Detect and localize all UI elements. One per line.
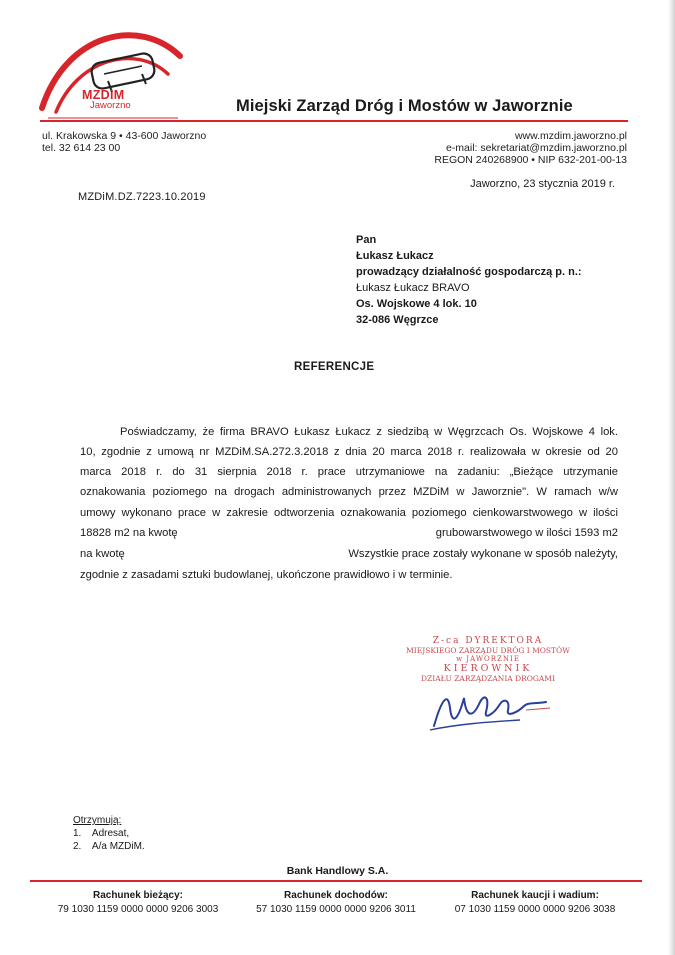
header-divider bbox=[40, 120, 628, 122]
addressee-street: Os. Wojskowe 4 lok. 10 bbox=[356, 298, 477, 310]
addressee-salutation: Pan bbox=[356, 234, 377, 246]
recipients-block bbox=[73, 814, 145, 853]
address-line: ul. Krakowska 9 • 43-600 Jaworzno bbox=[42, 130, 207, 142]
body-line: umowy wykonano prace w zakresie odtworzenia oznakowania poziomego cienkowarstwowego w ilości bbox=[80, 507, 618, 519]
stamp-line: Z-ca DYREKTORA bbox=[432, 636, 544, 646]
contact-left bbox=[42, 130, 206, 154]
signature-image bbox=[428, 686, 558, 736]
footer-divider bbox=[30, 880, 642, 882]
stamp-line: w JAWORZNIE bbox=[456, 655, 520, 663]
account-deposit bbox=[440, 889, 630, 917]
letter-date: Jaworzno, 23 stycznia 2019 r. bbox=[470, 178, 615, 190]
phone-line: tel. 32 614 23 00 bbox=[42, 142, 121, 154]
recipient-item: 2. A/a MZDiM. bbox=[73, 841, 145, 852]
organization-name: Miejski Zarząd Dróg i Mostów w Jaworznie bbox=[236, 97, 573, 115]
body-line: grubowarstwowego w ilości 1593 m2 bbox=[435, 527, 618, 539]
stamp-line: DZIAŁU ZARZĄDZANIA DROGAMI bbox=[421, 674, 555, 683]
addressee-business: prowadzący działalność gospodarczą p. n.: bbox=[356, 266, 582, 278]
addressee-block bbox=[356, 232, 582, 328]
body-line: Poświadczamy, że firma BRAVO Łukasz Łukacz z siedzibą w Węgrzcach Os. Wojskowe 4 lok. bbox=[120, 426, 618, 438]
body-line: Wszystkie prace zostały wykonane w sposób należyty, bbox=[348, 548, 618, 560]
account-current bbox=[48, 889, 228, 917]
scan-edge bbox=[668, 0, 675, 955]
account-label: Rachunek dochodów: bbox=[284, 890, 388, 901]
reference-number: MZDiM.DZ.7223.10.2019 bbox=[78, 191, 206, 203]
body-line: 18828 m2 na kwotę bbox=[80, 527, 178, 539]
recipients-heading: Otrzymują: bbox=[73, 815, 122, 826]
account-number: 57 1030 1159 0000 0000 9206 3011 bbox=[256, 904, 416, 915]
addressee-name: Łukasz Łukacz bbox=[356, 250, 434, 262]
body-line: 10, zgodnie z umową nr MZDiM.SA.272.3.2018 z dnia 20 marca 2018 r. realizowała w okresie od 20 bbox=[80, 446, 618, 458]
body-line: zgodnie z zasadami sztuki budowlanej, ukończone prawidłowo i w terminie. bbox=[80, 569, 453, 581]
contact-right bbox=[434, 130, 627, 166]
stamp-line: KIEROWNIK bbox=[443, 663, 533, 674]
email-line: e-mail: sekretariat@mzdim.jaworzno.pl bbox=[445, 142, 627, 154]
recipient-item: 1. Adresat, bbox=[73, 828, 130, 839]
account-number: 07 1030 1159 0000 0000 9206 3038 bbox=[454, 904, 616, 915]
stamp-line: MIEJSKIEGO ZARZĄDU DRÓG I MOSTÓW bbox=[406, 646, 570, 655]
body-line: na kwotę bbox=[80, 548, 125, 560]
bank-name: Bank Handlowy S.A. bbox=[286, 865, 389, 877]
account-label: Rachunek kaucji i wadium: bbox=[471, 890, 599, 901]
account-label: Rachunek bieżący: bbox=[92, 890, 184, 901]
addressee-company: Łukasz Łukacz BRAVO bbox=[356, 282, 470, 294]
body-line: oznakowania poziomego na drogach administrowanych przez MZDiM w Jaworznie". W ramach w/w bbox=[80, 486, 618, 498]
addressee-city: 32-086 Węgrzce bbox=[356, 314, 439, 326]
regon-nip-line: REGON 240268900 • NIP 632-201-00-13 bbox=[434, 154, 627, 166]
official-stamp bbox=[398, 636, 578, 683]
body-line: marca 2018 r. do 31 sierpnia 2018 r. prace utrzymaniowe na zadaniu: „Bieżące utrzymanie bbox=[80, 466, 618, 478]
logo-subtext: Jaworzno bbox=[90, 100, 131, 111]
logo-text: MZDiM bbox=[82, 88, 125, 102]
account-revenue bbox=[246, 889, 426, 917]
account-number: 79 1030 1159 0000 0000 9206 3003 bbox=[57, 904, 219, 915]
website-line: www.mzdim.jaworzno.pl bbox=[514, 130, 627, 142]
letter-title: REFERENCJE bbox=[294, 361, 375, 373]
